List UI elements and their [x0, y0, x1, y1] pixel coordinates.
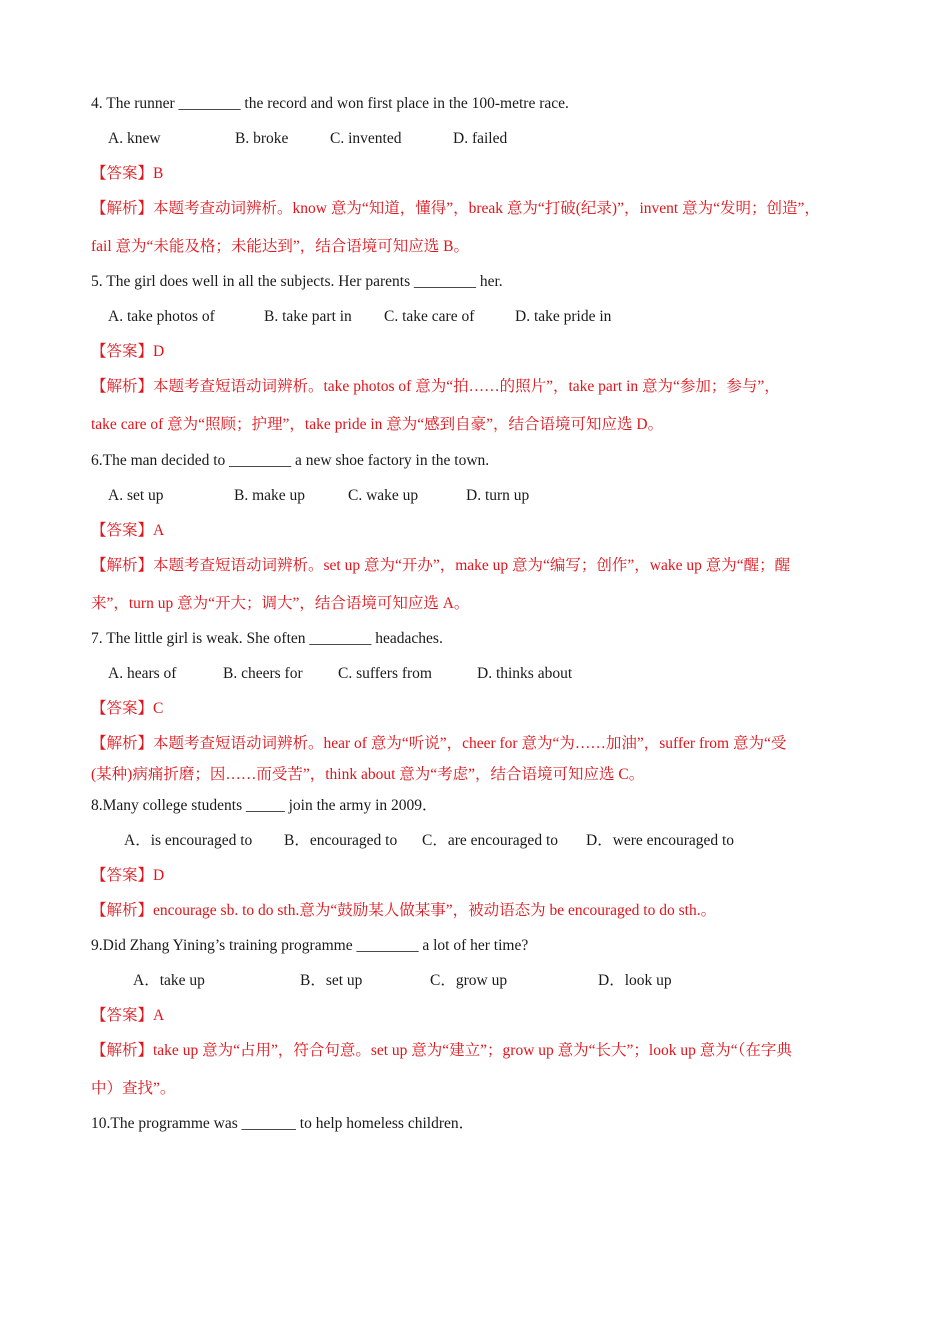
question-7-option-b: B. cheers for [223, 665, 303, 682]
question-9-option-d: D．look up [598, 972, 672, 989]
question-9-stem: 9.Did Zhang Yining’s training programme ________ a lot of her time? [91, 937, 529, 954]
question-6-answer: 【答案】A [91, 522, 165, 539]
question-5-analysis-line-1: 【解析】本题考查短语动词辨析。take photos of 意为“拍……的照片”，take part in 意为“参加；参与”， [91, 378, 780, 395]
question-7-option-d: D. thinks about [477, 665, 573, 682]
question-8-analysis-line-1: 【解析】encourage sb. to do sth.意为“鼓励某人做某事”，被动语态为 be encouraged to do sth.。 [91, 902, 717, 919]
question-6-stem: 6.The man decided to ________ a new shoe factory in the town. [91, 452, 490, 469]
question-4-option-c: C. invented [330, 130, 402, 147]
question-8-option-a: A．is encouraged to [124, 832, 253, 849]
question-4-stem: 4. The runner ________ the record and won first place in the 100-metre race. [91, 95, 569, 112]
question-7-option-c: C. suffers from [338, 665, 432, 682]
question-5-stem: 5. The girl does well in all the subjects. Her parents ________ her. [91, 273, 503, 290]
question-8-option-b: B．encouraged to [284, 832, 398, 849]
question-5-option-d: D. take pride in [515, 308, 612, 325]
question-4-analysis-line-2: fail 意为“未能及格；未能达到”，结合语境可知应选 B。 [91, 238, 470, 255]
question-8-answer: 【答案】D [91, 867, 165, 884]
question-4-option-d: D. failed [453, 130, 508, 147]
question-5-option-c: C. take care of [384, 308, 475, 325]
question-10-stem: 10.The programme was _______ to help homeless children． [91, 1115, 475, 1132]
question-5-option-a: A. take photos of [108, 308, 215, 325]
question-6-analysis-line-1: 【解析】本题考查短语动词辨析。set up 意为“开办”，make up 意为“编写；创作”，wake up 意为“醒；醒 [91, 557, 791, 574]
question-6-analysis-line-2: 来”，turn up 意为“开大；调大”，结合语境可知应选 A。 [91, 595, 470, 612]
question-9-analysis-line-1: 【解析】take up 意为“占用”，符合句意。set up 意为“建立”；grow up 意为“长大”；look up 意为“（在字典 [91, 1042, 792, 1059]
question-9-option-a: A．take up [133, 972, 205, 989]
question-7-stem: 7. The little girl is weak. She often ________ headaches. [91, 630, 443, 647]
question-5-answer: 【答案】D [91, 343, 165, 360]
question-7-analysis-line-2: (某种)病痛折磨；因……而受苦”，think about 意为“考虑”，结合语境可知应选 C。 [91, 766, 645, 783]
question-4-option-b: B. broke [235, 130, 289, 147]
question-6-option-c: C. wake up [348, 487, 419, 504]
question-6-option-b: B. make up [234, 487, 306, 504]
question-7-analysis-line-1: 【解析】本题考查短语动词辨析。hear of 意为“听说”，cheer for 意为“为……加油”，suffer from 意为“受 [91, 735, 787, 752]
question-4-analysis-line-1: 【解析】本题考查动词辨析。know 意为“知道，懂得”，break 意为“打破(纪录)”，invent 意为“发明；创造”， [91, 200, 820, 217]
question-4-option-a: A. knew [108, 130, 161, 147]
question-9-option-c: C．grow up [430, 972, 508, 989]
question-9-analysis-line-2: 中）查找”。 [91, 1080, 176, 1097]
question-8-option-d: D．were encouraged to [586, 832, 735, 849]
question-9-answer: 【答案】A [91, 1007, 165, 1024]
question-7-option-a: A. hears of [108, 665, 177, 682]
question-5-option-b: B. take part in [264, 308, 352, 325]
question-8-stem: 8.Many college students _____ join the army in 2009． [91, 797, 438, 814]
question-4-answer: 【答案】B [91, 165, 164, 182]
question-9-option-b: B．set up [300, 972, 363, 989]
question-6-option-d: D. turn up [466, 487, 530, 504]
question-7-answer: 【答案】C [91, 700, 164, 717]
question-6-option-a: A. set up [108, 487, 164, 504]
question-8-option-c: C．are encouraged to [422, 832, 558, 849]
question-5-analysis-line-2: take care of 意为“照顾；护理”，take pride in 意为“感到自豪”，结合语境可知应选 D。 [91, 416, 664, 433]
